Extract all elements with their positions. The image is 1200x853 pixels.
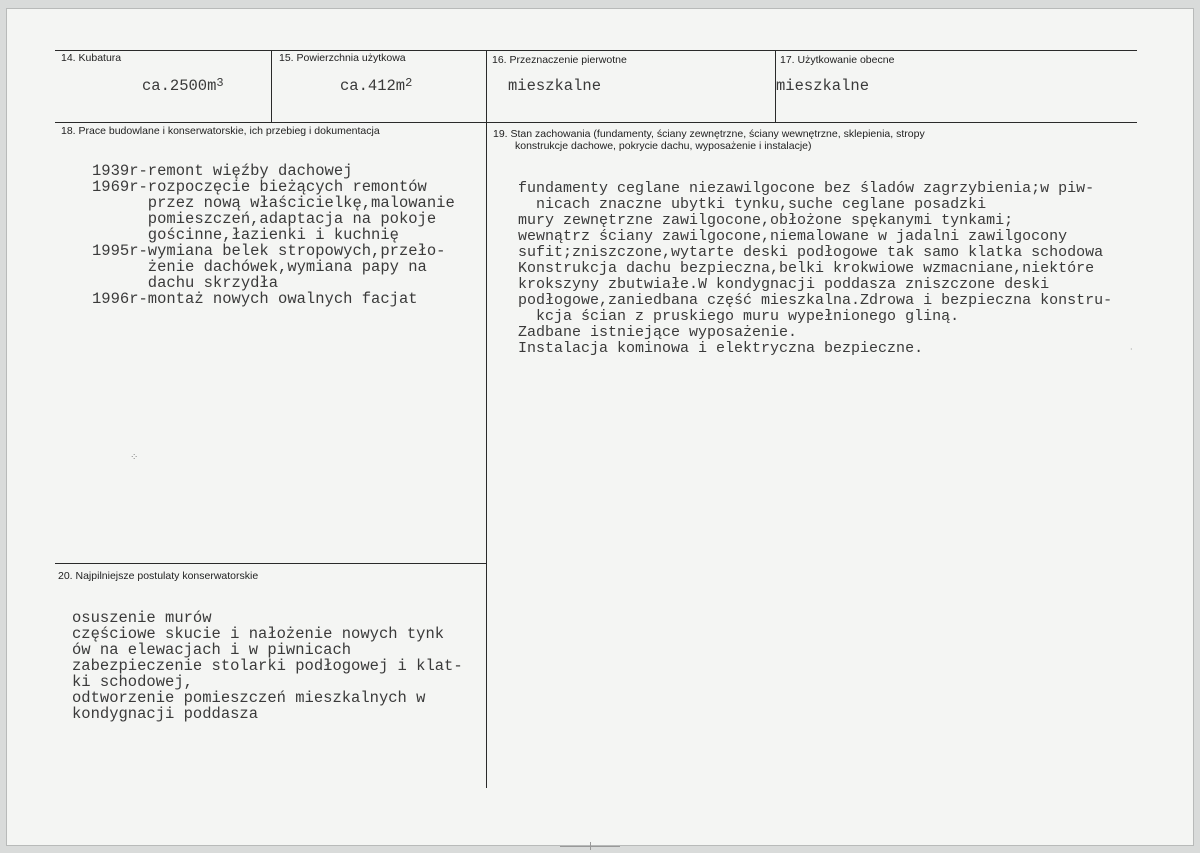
field-18-line: dachu skrzydła: [92, 274, 279, 292]
field-19-line: sufit;zniszczone,wytarte deski podłogowe tak samo klatka schodowa: [518, 244, 1104, 261]
field-19-line: podłogowe,zaniedbana część mieszkalna.Zdrowa i bezpieczna konstru-: [518, 292, 1113, 309]
field-14-unit-exponent: 3: [216, 76, 224, 90]
field-18-line: pomieszczeń,adaptacja na pokoje: [92, 210, 437, 228]
field-20-text: [72, 594, 463, 738]
field-20-line: zabezpieczenie stolarki podłogowej i klat-: [72, 657, 463, 675]
scan-speck-mark: ·: [1130, 345, 1133, 354]
field-18-line: 1969r-rozpoczęcie bieżących remontów: [92, 178, 427, 196]
field-14-value: [142, 78, 224, 94]
field-18-text: [92, 147, 455, 323]
field-19-line: Instalacja kominowa i elektryczna bezpieczne.: [518, 340, 924, 357]
field-18-line: gościnne,łazienki i kuchnię: [92, 226, 399, 244]
field-19-line: krokszyny zbutwiałe.W kondygnacji poddasza zniszczone deski: [518, 276, 1050, 293]
field-16-label: 16. Przeznaczenie pierwotne: [492, 54, 627, 66]
field-15-value: [340, 78, 412, 94]
field-19-line: wewnątrz ściany zawilgocone,niemalowane w jadalni zawilgocony: [518, 228, 1068, 245]
field-20-line: kondygnacji poddasza: [72, 705, 259, 723]
field-20-line: odtworzenie pomieszczeń mieszkalnych w: [72, 689, 426, 707]
field-20-line: ów na elewacjach i w piwnicach: [72, 641, 352, 659]
field-17-value: mieszkalne: [776, 77, 870, 95]
field-14-label: 14. Kubatura: [61, 52, 122, 64]
field-19-line: fundamenty ceglane niezawilgocone bez śladów zagrzybienia;w piw-: [518, 180, 1095, 197]
field-19-label-line: konstrukcje dachowe, pokrycie dachu, wyposażenie i instalacje): [515, 140, 812, 152]
field-19-label: [493, 128, 925, 152]
field-19-line: kcja ścian z pruskiego muru wypełnionego gliną.: [518, 308, 960, 325]
row-divider-2: [55, 563, 486, 564]
field-16-value: mieszkalne: [508, 77, 602, 95]
field-14-value-text: ca.2500m: [142, 77, 217, 95]
field-19-line: Konstrukcja dachu bezpieczna,belki krokwiowe wzmacniane,niektóre: [518, 260, 1095, 277]
row-divider-1: [55, 122, 1137, 123]
field-19-text: [518, 165, 1112, 373]
field-20-label: 20. Najpilniejsze postulaty konserwatorskie: [58, 570, 259, 582]
top-rule: [55, 50, 1137, 51]
scan-speck-mark: ⁘: [130, 452, 139, 463]
field-19-line: Zadbane istniejące wyposażenie.: [518, 324, 798, 341]
field-20-line: osuszenie murów: [72, 609, 212, 627]
field-15-unit-exponent: 2: [405, 76, 413, 90]
field-18-line: 1996r-montaż nowych owalnych facjat: [92, 290, 418, 308]
field-18-label: 18. Prace budowlane i konserwatorskie, ich przebieg i dokumentacja: [61, 125, 380, 137]
col-divider-14-15: [271, 50, 272, 122]
field-15-value-text: ca.412m: [340, 77, 406, 95]
field-19-line: nicach znaczne ubytki tynku,suche ceglane posadzki: [518, 196, 987, 213]
field-15-label: 15. Powierzchnia użytkowa: [279, 52, 406, 64]
field-20-line: ki schodowej,: [72, 673, 193, 691]
field-19-line: mury zewnętrzne zawilgocone,obłożone spękanymi tynkami;: [518, 212, 1014, 229]
field-17-label: 17. Użytkowanie obecne: [780, 54, 895, 66]
field-18-line: przez nową właścicielkę,malowanie: [92, 194, 455, 212]
field-20-line: częściowe skucie i nałożenie nowych tynk: [72, 625, 445, 643]
field-18-line: żenie dachówek,wymiana papy na: [92, 258, 427, 276]
col-divider-15-16: [486, 50, 487, 788]
field-18-line: 1939r-remont więźby dachowej: [92, 162, 353, 180]
bottom-tick-mark: [590, 842, 591, 850]
field-18-line: 1995r-wymiana belek stropowych,przeło-: [92, 242, 446, 260]
field-19-label-line: 19. Stan zachowania (fundamenty, ściany zewnętrzne, ściany wewnętrzne, sklepienia, stropy: [493, 128, 925, 140]
